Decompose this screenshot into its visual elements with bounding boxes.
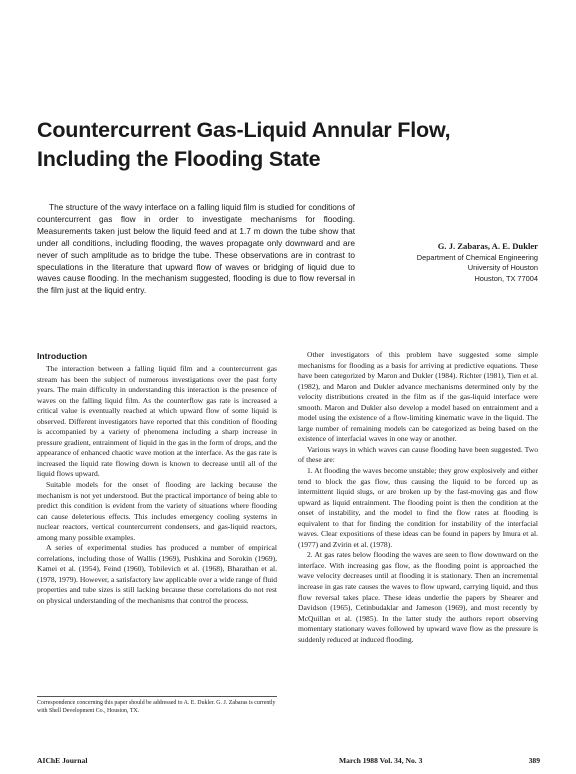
affiliation-city: Houston, TX 77004 — [474, 273, 538, 283]
page-footer — [37, 755, 540, 766]
footnote-text: Correspondence concerning this paper should be addressed to A. E. Dukler. G. J. Zabaras is currently with Shell Development Co., Houston, TX. — [37, 700, 276, 714]
paragraph: 2. At gas rates below flooding the waves are seen to flow downward on the interface. With increasing gas flow, as the flooding point is approached the wave velocity decreases until at flooding it is stationary. Then an incremental increase in gas rate causes the waves to flow upward, carrying liquid, and thus flow reversal takes place. These ideas underlie the papers by Shearer and Davidson (1965), Cetinbudaklar and Jameson (1969), and most recently by McQuillan et al. (1985). In the latter study the authors report observing momentary stationary waves followed by upward wave flow as the pressure is suddenly reduced at induced flooding. — [298, 550, 538, 644]
affiliation-department: Department of Chemical Engineering — [416, 253, 538, 262]
abstract: The structure of the wavy interface on a falling liquid film is studied for conditions of countercurrent gas flow in order to investigate mechanisms for flooding. Measurements taken just below the liquid feed and at 1.7 m down the tube show that under all conditions, including flooding, the waves propagate only downward and are never of such amplitude as to bridge the tube. These observations are in contrast to speculations in the literature that upward flow of waves or bridging of liquid due to waves cause flooding. In the mechanism suggested, flooding is due to flow reversal in the film just at the liquid entry. — [37, 202, 355, 296]
correspondence-footnote — [37, 696, 277, 715]
paragraph: Various ways in which waves can cause flooding have been suggested. Two of these are: — [298, 444, 538, 465]
paragraph: Suitable models for the onset of flooding are lacking because the mechanism is not yet understood. But the practical importance of being able to predict this condition is evident from the variety of situations where flooding can cause deleterious effects. This includes emergency cooling systems in nuclear reactors, vertical countercurrent condensers, and gas-liquid reactors, among many possible examples. — [37, 480, 277, 542]
paragraph: Other investigators of this problem have suggested some simple mechanisms for flooding as a basis for arriving at predictive equations. These have been categorized by Maron and Dukler (1984). Richter (1981), Tien et al. (1982), and Maron and Dukler advance mechanisms determined only by the velocity distributions created in the film as if the gas-liquid interface were smooth. Maron and Dukler also develop a model based on entrainment and a model using the existence of a flow-limiting kinematic wave in the liquid. The large number of remaining models can be categorized as being based on the existence of interfacial waves in one way or another. — [298, 350, 538, 444]
affiliation-university: University of Houston — [467, 263, 538, 273]
journal-name: AIChE Journal — [37, 756, 88, 765]
left-column — [37, 350, 277, 607]
paper-title: Countercurrent Gas-Liquid Annular Flow, Including the Flooding State — [37, 118, 451, 171]
authors: G. J. Zabaras, A. E. Dukler — [437, 241, 538, 251]
author-block — [376, 240, 538, 284]
paragraph: A series of experimental studies has produced a number of empirical correlations, including those of Wallis (1969), Pushkina and Sorokin (1969), Kamei et al. (1954), Feind (1960), Tobilevich et al. (1968), Bharathan et al. (1978, 1979). However, a satisfactory law applicable over a wide range of fluid properties and tube sizes is still lacking because these correlations do not rest on physical understanding of the mechanisms that control the process. — [37, 543, 277, 606]
right-column — [298, 350, 538, 645]
issue-info: March 1988 Vol. 34, No. 3 — [339, 756, 423, 765]
paragraph: 1. At flooding the waves become unstable; they grow explosively and either tend to block the gas flow, thus causing the liquid to be forced up as intermittent liquid slugs, or are broken up by the fast-moving gas and flow upward as liquid entrainment. The flooding point is then the condition at the onset of instability, and the model to find the flow rates at flooding is equivalent to that for finding the condition for instability of the interfacial waves. Clear expositions of these ideas can be found in papers by Imura et al. (1977) and Zvirin et al. (1978). — [298, 466, 538, 549]
page-number: 389 — [528, 756, 540, 765]
paragraph: The interaction between a falling liquid film and a countercurrent gas stream has been the subject of numerous investigations over the past forty years. The main difficulty in understanding this interaction is the presence of waves on the falling liquid film. As the counterflow gas rate is increased a critical value is eventually reached at which upward flow of some liquid is observed. Different investigators have reported that this condition of flooding is accompanied by a variety of phenomena including a sharp increase in pressure gradient, entrainment of liquid in the gas in the form of drops, and the appearance of enhanced chaotic wave motion at the interface. As the gas rate is increased the liquid rate flowing down is known to decrease until all of the liquid flows upward. — [37, 364, 277, 479]
section-heading-introduction: Introduction — [37, 351, 88, 361]
